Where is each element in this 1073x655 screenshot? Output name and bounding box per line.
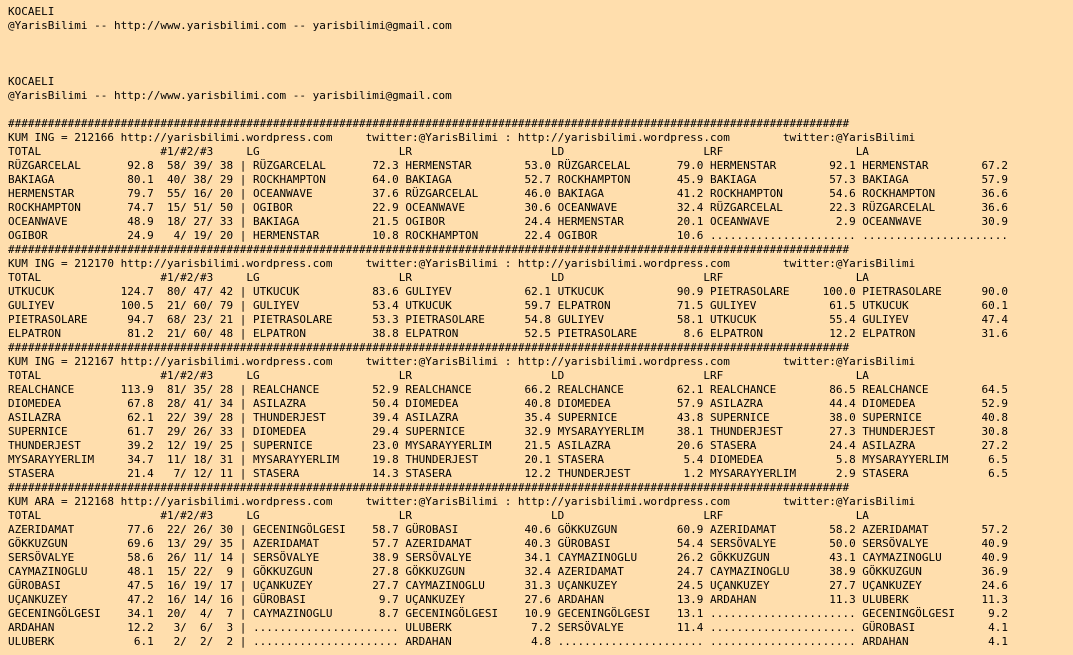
result-row: ULUBERK 6.1 2/ 2/ 2 | ...................... ARDAHAN 4.8 ...................... ...................... ARDAHAN 4.1 — [8, 635, 1009, 648]
result-row: AZERIDAMAT 77.6 22/ 26/ 30 | GECENINGÖLGESI 58.7 GÜROBASI 40.6 GÖKKUZGUN 60.9 AZERIDAMAT 58.2 AZERIDAMAT 57.2 — [8, 523, 1009, 536]
result-row: UTKUCUK 124.7 80/ 47/ 42 | UTKUCUK 83.6 GULIYEV 62.1 UTKUCUK 90.9 PIETRASOLARE 100.0 PIETRASOLARE 90.0 — [8, 285, 1009, 298]
result-row: MYSARAYYERLIM 34.7 11/ 18/ 31 | MYSARAYYERLIM 19.8 THUNDERJEST 20.1 STASERA 5.4 DIOMEDEA 5.8 MYSARAYYERLIM 6.5 — [8, 453, 1009, 466]
separator-line: ############################################################################################################################### — [8, 243, 850, 256]
result-row: STASERA 21.4 7/ 12/ 11 | STASERA 14.3 STASERA 12.2 THUNDERJEST 1.2 MYSARAYYERLIM 2.9 STASERA 6.5 — [8, 467, 1009, 480]
result-row: HERMENSTAR 79.7 55/ 16/ 20 | OCEANWAVE 37.6 RÜZGARCELAL 46.0 BAKIAGA 41.2 ROCKHAMPTON 54.6 ROCKHAMPTON 36.6 — [8, 187, 1009, 200]
result-row: DIOMEDEA 67.8 28/ 41/ 34 | ASILAZRA 50.4 DIOMEDEA 40.8 DIOMEDEA 57.9 ASILAZRA 44.4 DIOMEDEA 52.9 — [8, 397, 1009, 410]
column-headers: TOTAL #1/#2/#3 LG LR LD LRF LA — [8, 145, 869, 158]
result-row: BAKIAGA 80.1 40/ 38/ 29 | ROCKHAMPTON 64.0 BAKIAGA 52.7 ROCKHAMPTON 45.9 BAKIAGA 57.3 BAKIAGA 57.9 — [8, 173, 1009, 186]
column-headers: TOTAL #1/#2/#3 LG LR LD LRF LA — [8, 369, 869, 382]
result-row: OGIBOR 24.9 4/ 19/ 20 | HERMENSTAR 10.8 ROCKHAMPTON 22.4 OGIBOR 10.6 ...................... ...................... — [8, 229, 1009, 242]
result-row: RÜZGARCELAL 92.8 58/ 39/ 38 | RÜZGARCELAL 72.3 HERMENSTAR 53.0 RÜZGARCELAL 79.0 HERMENSTAR 92.1 HERMENSTAR 67.2 — [8, 159, 1009, 172]
race-tables — [8, 117, 1065, 649]
race-title: KUM ING = 212170 http://yarisbilimi.wordpress.com twitter:@YarisBilimi : http://yarisbilimi.wordpress.com twitter:@YarisBilimi — [8, 257, 916, 270]
separator-line: ############################################################################################################################### — [8, 341, 850, 354]
header-contact: @YarisBilimi -- http://www.yarisbilimi.com -- yarisbilimi@gmail.com — [8, 89, 452, 102]
result-row: GÖKKUZGUN 69.6 13/ 29/ 35 | AZERIDAMAT 57.7 AZERIDAMAT 40.3 GÜROBASI 54.4 SERSÖVALYE 50.0 SERSÖVALYE 40.9 — [8, 537, 1009, 550]
race-title: KUM ARA = 212168 http://yarisbilimi.wordpress.com twitter:@YarisBilimi : http://yarisbilimi.wordpress.com twitter:@YarisBilimi — [8, 495, 916, 508]
header-contact: @YarisBilimi -- http://www.yarisbilimi.com -- yarisbilimi@gmail.com — [8, 19, 452, 32]
result-row: CAYMAZINOGLU 48.1 15/ 22/ 9 | GÖKKUZGUN 27.8 GÖKKUZGUN 32.4 AZERIDAMAT 24.7 CAYMAZINOGLU 38.9 GÖKKUZGUN 36.9 — [8, 565, 1009, 578]
result-row: ROCKHAMPTON 74.7 15/ 51/ 50 | OGIBOR 22.9 OCEANWAVE 30.6 OCEANWAVE 32.4 RÜZGARCELAL 22.3 RÜZGARCELAL 36.6 — [8, 201, 1009, 214]
column-headers: TOTAL #1/#2/#3 LG LR LD LRF LA — [8, 509, 869, 522]
race-title: KUM ING = 212166 http://yarisbilimi.wordpress.com twitter:@YarisBilimi : http://yarisbilimi.wordpress.com twitter:@YarisBilimi — [8, 131, 916, 144]
result-row: ARDAHAN 12.2 3/ 6/ 3 | ...................... ULUBERK 7.2 SERSÖVALYE 11.4 ...................... GÜROBASI 4.1 — [8, 621, 1009, 634]
separator-line: ############################################################################################################################### — [8, 481, 850, 494]
header-city: KOCAELI — [8, 5, 55, 18]
result-row: PIETRASOLARE 94.7 68/ 23/ 21 | PIETRASOLARE 53.3 PIETRASOLARE 54.8 GULIYEV 58.1 UTKUCUK 55.4 GULIYEV 47.4 — [8, 313, 1009, 326]
result-row: SUPERNICE 61.7 29/ 26/ 33 | DIOMEDEA 29.4 SUPERNICE 32.9 MYSARAYYERLIM 38.1 THUNDERJEST 27.3 THUNDERJEST 30.8 — [8, 425, 1009, 438]
result-row: UÇANKUZEY 47.2 16/ 14/ 16 | GÜROBASI 9.7 UÇANKUZEY 27.6 ARDAHAN 13.9 ARDAHAN 11.3 ULUBERK 11.3 — [8, 593, 1009, 606]
header-city: KOCAELI — [8, 75, 55, 88]
separator-line: ############################################################################################################################### — [8, 117, 850, 130]
result-row: GULIYEV 100.5 21/ 60/ 79 | GULIYEV 53.4 UTKUCUK 59.7 ELPATRON 71.5 GULIYEV 61.5 UTKUCUK 60.1 — [8, 299, 1009, 312]
result-row: OCEANWAVE 48.9 18/ 27/ 33 | BAKIAGA 21.5 OGIBOR 24.4 HERMENSTAR 20.1 OCEANWAVE 2.9 OCEANWAVE 30.9 — [8, 215, 1009, 228]
result-row: GÜROBASI 47.5 16/ 19/ 17 | UÇANKUZEY 27.7 CAYMAZINOGLU 31.3 UÇANKUZEY 24.5 UÇANKUZEY 27.7 UÇANKUZEY 24.6 — [8, 579, 1009, 592]
column-headers: TOTAL #1/#2/#3 LG LR LD LRF LA — [8, 271, 869, 284]
race-title: KUM ING = 212167 http://yarisbilimi.wordpress.com twitter:@YarisBilimi : http://yarisbilimi.wordpress.com twitter:@YarisBilimi — [8, 355, 916, 368]
result-row: SERSÖVALYE 58.6 26/ 11/ 14 | SERSÖVALYE 38.9 SERSÖVALYE 34.1 CAYMAZINOGLU 26.2 GÖKKUZGUN 43.1 CAYMAZINOGLU 40.9 — [8, 551, 1009, 564]
result-row: THUNDERJEST 39.2 12/ 19/ 25 | SUPERNICE 23.0 MYSARAYYERLIM 21.5 ASILAZRA 20.6 STASERA 24.4 ASILAZRA 27.2 — [8, 439, 1009, 452]
result-row: ELPATRON 81.2 21/ 60/ 48 | ELPATRON 38.8 ELPATRON 52.5 PIETRASOLARE 8.6 ELPATRON 12.2 ELPATRON 31.6 — [8, 327, 1009, 340]
result-row: REALCHANCE 113.9 81/ 35/ 28 | REALCHANCE 52.9 REALCHANCE 66.2 REALCHANCE 62.1 REALCHANCE 86.5 REALCHANCE 64.5 — [8, 383, 1009, 396]
result-row: GECENINGÖLGESI 34.1 20/ 4/ 7 | CAYMAZINOGLU 8.7 GECENINGÖLGESI 10.9 GECENINGÖLGESI 13.1 ...................... GECENINGÖLGESI 9.2 — [8, 607, 1009, 620]
result-row: ASILAZRA 62.1 22/ 39/ 28 | THUNDERJEST 39.4 ASILAZRA 35.4 SUPERNICE 43.8 SUPERNICE 38.0 SUPERNICE 40.8 — [8, 411, 1009, 424]
